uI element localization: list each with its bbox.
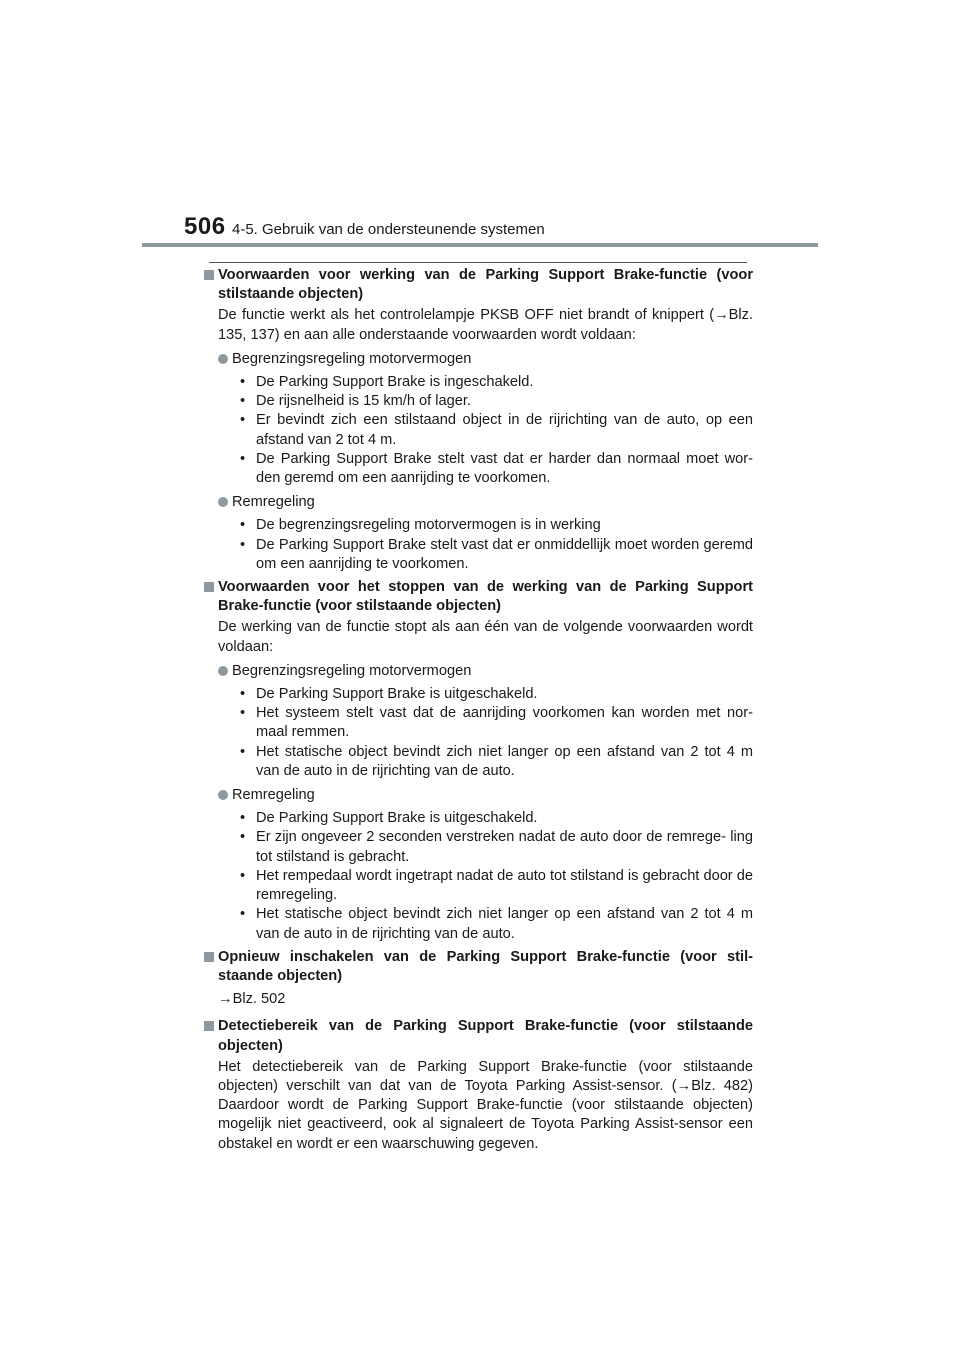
page-content [200,266,753,1154]
paragraph: De werking van de functie stopt als aan één van de volgende voorwaarden wordt voldaan: [218,619,753,655]
subsection [218,350,753,488]
paragraph: Het detectiebereik van de Parking Support Brake-functie (voor stilstaande objecten) verschilt van dat van de Toyota Parking Assist-sensor. (→Blz. 482) Daardoor wordt de Parking Support Brake-functie (voor stilstaande objecten) mogelijk niet geactiveerd, ook al signaleert de Toyota Parking Assist-sensor een obstakel en wordt er een waarschuwing gegeven. [218,1058,753,1152]
list-item: • Er bevindt zich een stilstaand object in de rijrichting van de auto, op een afstand van 2 tot 4 m. [240,411,753,449]
list-item: • Het statische object bevindt zich niet langer op een afstand van 2 tot 4 m van de auto in de rijrichting van de auto. [240,905,753,943]
circle-bullet-icon [218,666,228,676]
list-item: • De begrenzingsregeling motorvermogen is in werking [240,516,753,535]
list-item: • De Parking Support Brake is uitgeschakeld. [240,809,753,828]
section-title: Voorwaarden voor werking van de Parking Support Brake-functie (voor stilstaande objecten) [218,267,753,303]
header-rule [142,243,818,247]
page-number: 506 [184,213,226,240]
paragraph: De functie werkt als het controlelampje PKSB OFF niet brandt of knippert (→Blz. 135, 137) en aan alle onderstaande voorwaarden wordt voldaan: [218,307,753,343]
chapter-title: 4-5. Gebruik van de ondersteunende systemen [232,221,545,238]
list-item: • De rijsnelheid is 15 km/h of lager. [240,392,753,411]
subsection [218,662,753,781]
square-bullet-icon [204,582,214,592]
circle-bullet-icon [218,497,228,507]
bullet-list [232,373,753,488]
section-title: Voorwaarden voor het stoppen van de werking van de Parking Support Brake-functie (voor stilstaande objecten) [218,579,753,615]
list-item: • De Parking Support Brake is ingeschakeld. [240,373,753,392]
bullet-list [232,516,753,574]
section [200,1017,753,1153]
square-bullet-icon [204,270,214,280]
circle-bullet-icon [218,790,228,800]
circle-bullet-icon [218,354,228,364]
spacer [200,1009,753,1017]
section [200,578,753,944]
list-item: • De Parking Support Brake is uitgeschakeld. [240,685,753,704]
section-title: Detectiebereik van de Parking Support Brake-functie (voor stilstaande objecten) [218,1018,753,1054]
bullet-list [232,809,753,943]
list-item: • Er zijn ongeveer 2 seconden verstreken nadat de auto door de remrege- ling tot stilstand is gebracht. [240,828,753,866]
section [200,266,753,574]
square-bullet-icon [204,952,214,962]
list-item: • De Parking Support Brake stelt vast dat er onmiddellijk moet worden geremd om een aanrijding te voorkomen. [240,536,753,574]
list-item: • Het systeem stelt vast dat de aanrijding voorkomen kan worden met nor- maal remmen. [240,704,753,742]
subsection [218,786,753,944]
list-item: • De Parking Support Brake stelt vast dat er harder dan normaal moet wor- den geremd om een aanrijding te voorkomen. [240,450,753,488]
paragraph: →Blz. 502 [218,991,286,1008]
subsection-title: Remregeling [232,494,315,511]
bullet-list [232,685,753,781]
subsection-title: Remregeling [232,787,315,804]
subsection-title: Begrenzingsregeling motorvermogen [232,350,472,367]
list-item: • Het statische object bevindt zich niet langer op een afstand van 2 tot 4 m van de auto in de rijrichting van de auto. [240,743,753,781]
square-bullet-icon [204,1021,214,1031]
list-item: • Het rempedaal wordt ingetrapt nadat de auto tot stilstand is gebracht door de remregeling. [240,867,753,905]
subsection-title: Begrenzingsregeling motorvermogen [232,662,472,679]
subsection [218,493,753,574]
section-title: Opnieuw inschakelen van de Parking Support Brake-functie (voor stil- staande objecten) [218,948,753,984]
section [200,948,753,1010]
content-top-rule [209,262,747,263]
